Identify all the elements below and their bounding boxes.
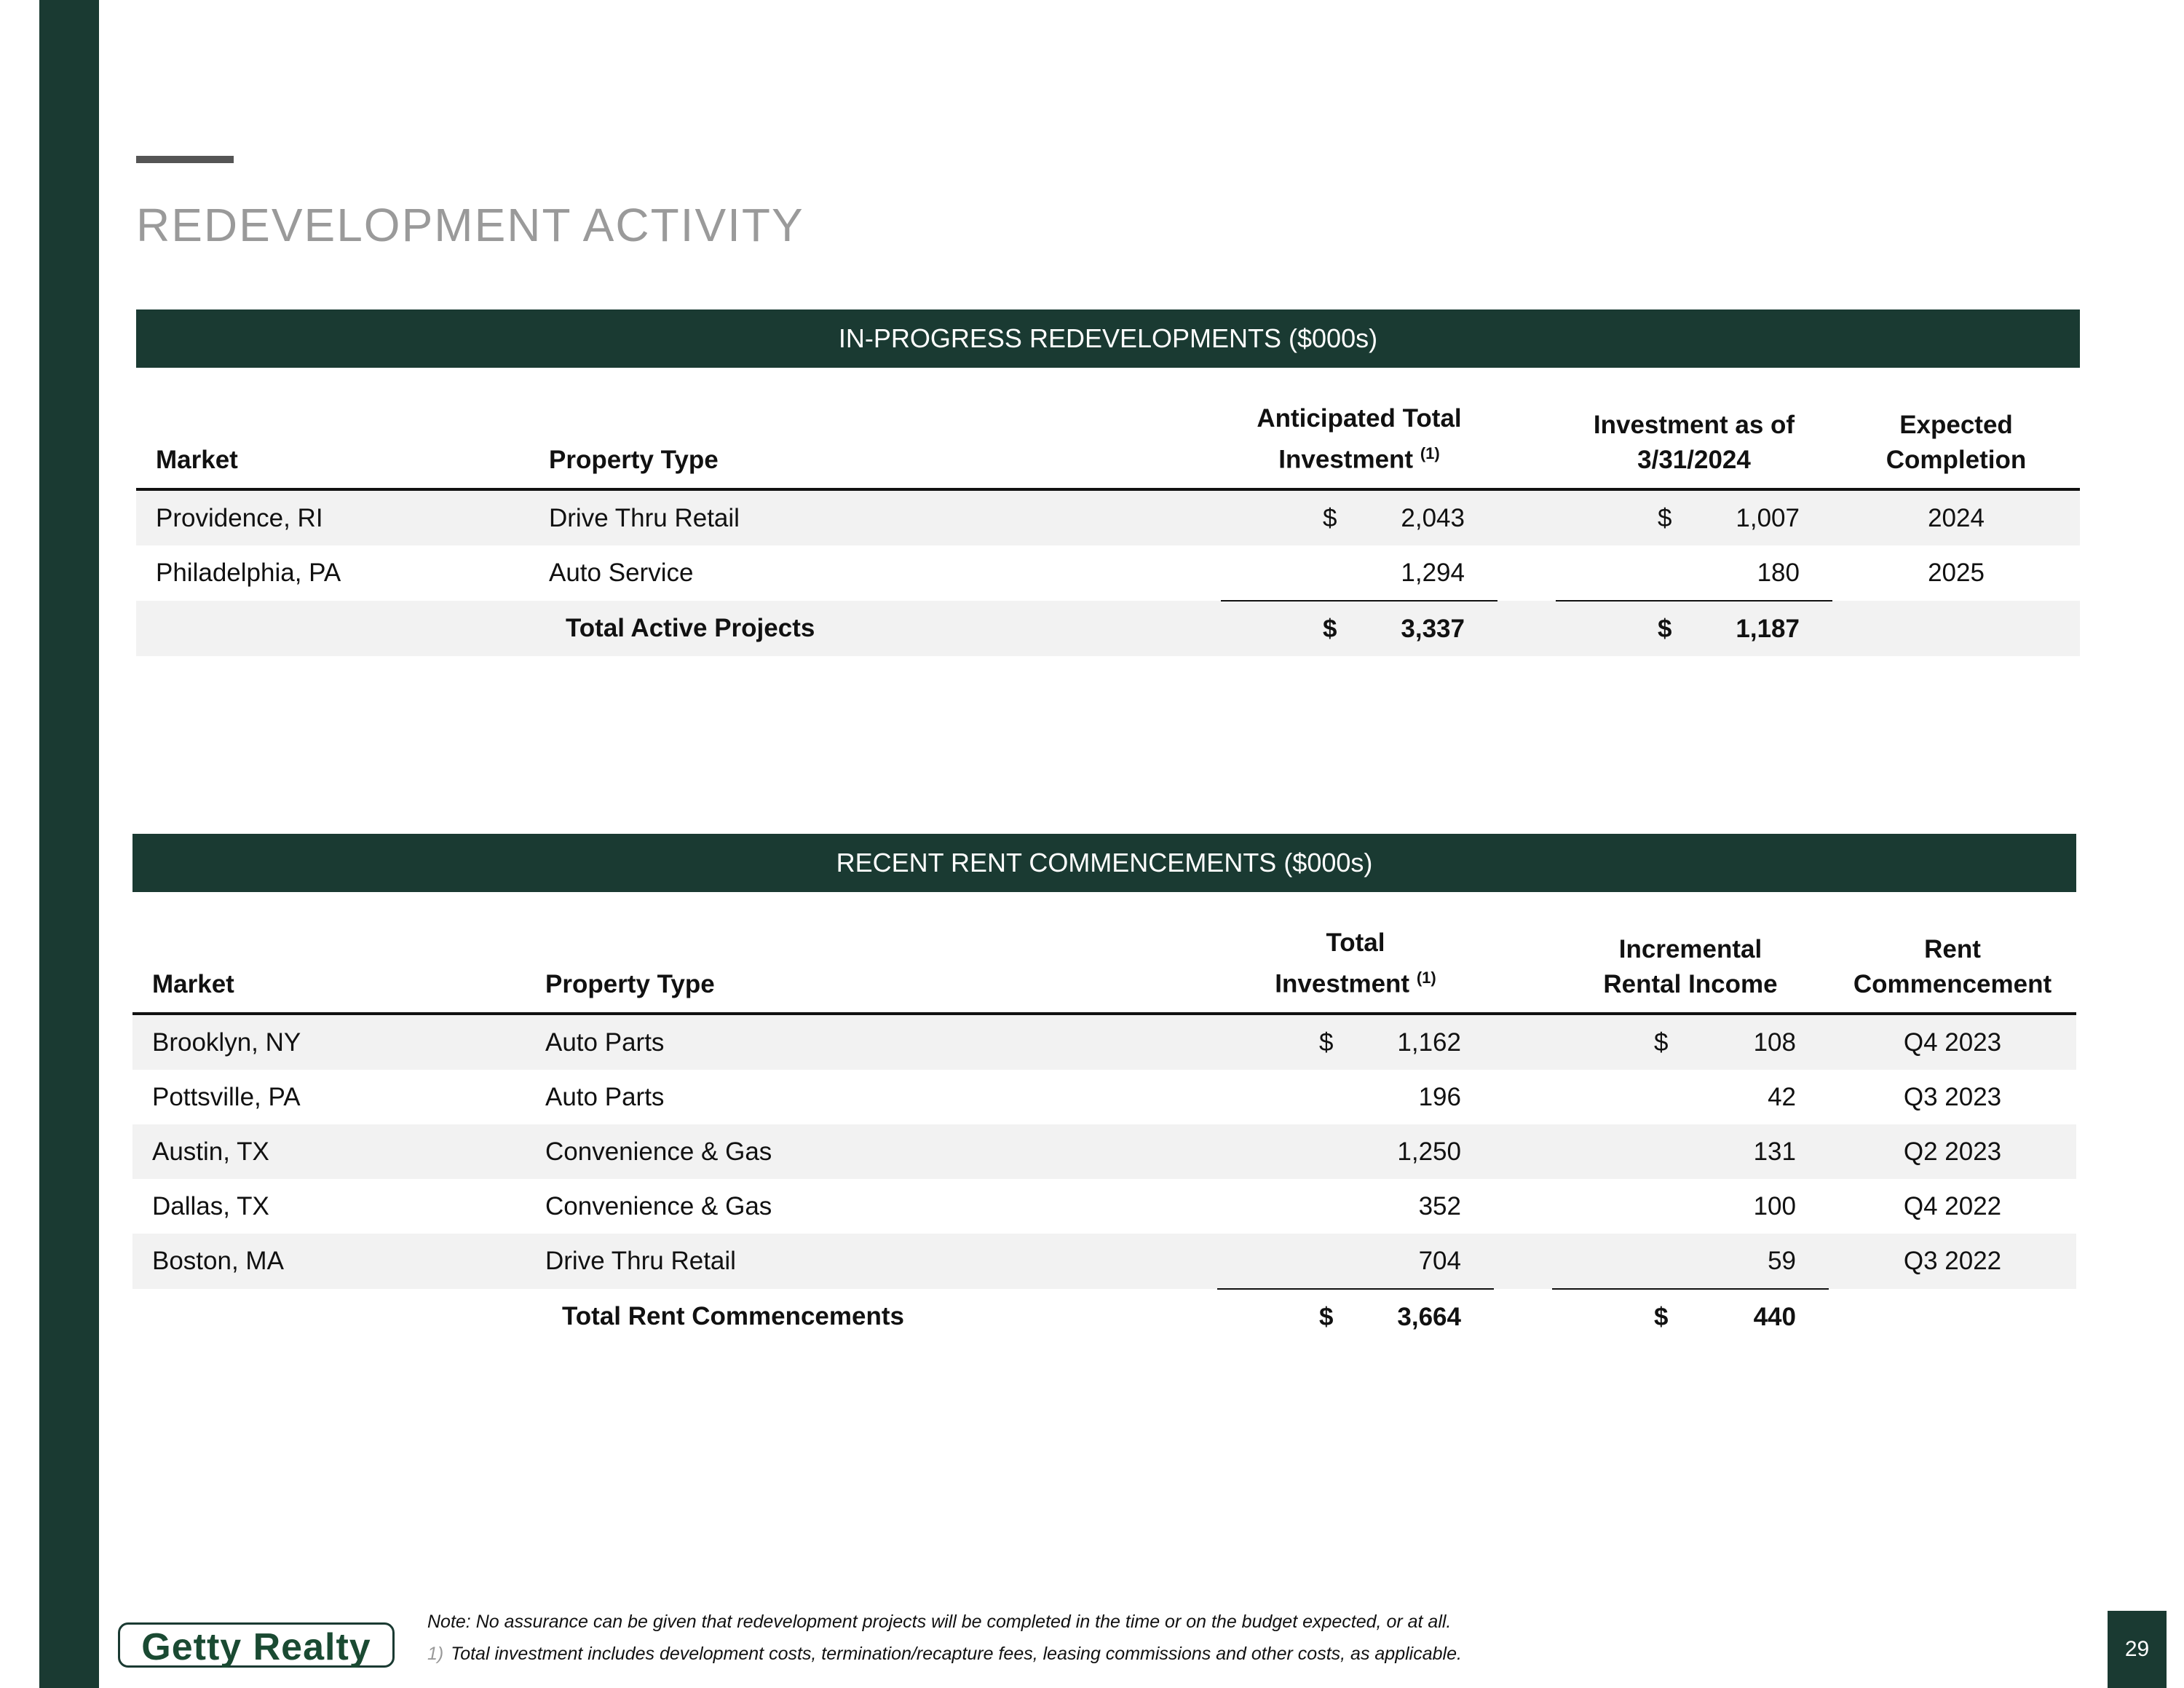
col-anticipated-investment: Anticipated Total Investment $^{(1)}$ [1221,393,1497,489]
col-expected-completion: Expected Completion [1832,393,2080,489]
col-total-investment: Total Investment $^{(1)}$ [1217,918,1494,1014]
left-accent-bar [39,0,99,1688]
page-number: 29 [2108,1611,2167,1688]
footnote-ref: (1) [1416,969,1436,987]
footnotes [427,1606,1462,1670]
company-logo: Getty Realty [118,1622,395,1668]
col-incremental-income: Incremental Rental Income [1552,918,1829,1014]
table-row: Boston, MA Drive Thru Retail 704 59 Q3 2022 [132,1234,2076,1289]
in-progress-header: IN-PROGRESS REDEVELOPMENTS ($000s) [136,309,2080,368]
total-label: Total Active Projects [529,601,1221,656]
table-row: Brooklyn, NY Auto Parts $ 1,162 $ 108 Q4 2023 [132,1014,2076,1070]
disclaimer-note: Note: No assurance can be given that redevelopment projects will be completed in the time or on the budget expected, or at all. [427,1612,1452,1632]
col-market: Market [136,393,529,489]
footnote-1: 1) Total investment includes development costs, termination/recapture fees, leasing commissions and other costs, as applicable. [427,1644,1462,1664]
total-row: Total Active Projects $ 3,337 $ 1,187 [136,601,2080,656]
footnote-ref: (1) [1420,444,1440,463]
recent-commencements-header: RECENT RENT COMMENCEMENTS ($000s) [132,834,2076,892]
col-rent-commencement: Rent Commencement [1829,918,2076,1014]
page-title: REDEVELOPMENT ACTIVITY [136,199,804,251]
table-header-row [132,918,2076,1014]
total-row: Total Rent Commencements $ 3,664 $ 440 [132,1289,2076,1344]
in-progress-table [136,393,2080,656]
table-row: Providence, RI Drive Thru Retail $ 2,043 $ 1,007 2024 [136,489,2080,545]
col-property-type: Property Type [529,393,1221,489]
col-investment-to-date: Investment as of 3/31/2024 [1556,393,1832,489]
table-row: Dallas, TX Convenience & Gas 352 100 Q4 2022 [152,1191,2002,1220]
table-row: Austin, TX Convenience & Gas 1,250 131 Q2 2023 [132,1124,2076,1179]
title-rule [136,156,234,163]
table-row: Philadelphia, PA Auto Service 1,294 180 2025 [136,545,2080,601]
col-property-type: Property Type [526,918,1217,1014]
table-header-row [136,393,2080,489]
recent-commencements-table [132,918,2076,1344]
total-label: Total Rent Commencements [562,1302,904,1330]
table-row: Pottsville, PA Auto Parts 196 42 Q3 2023 [152,1082,2002,1111]
col-market: Market [132,918,526,1014]
